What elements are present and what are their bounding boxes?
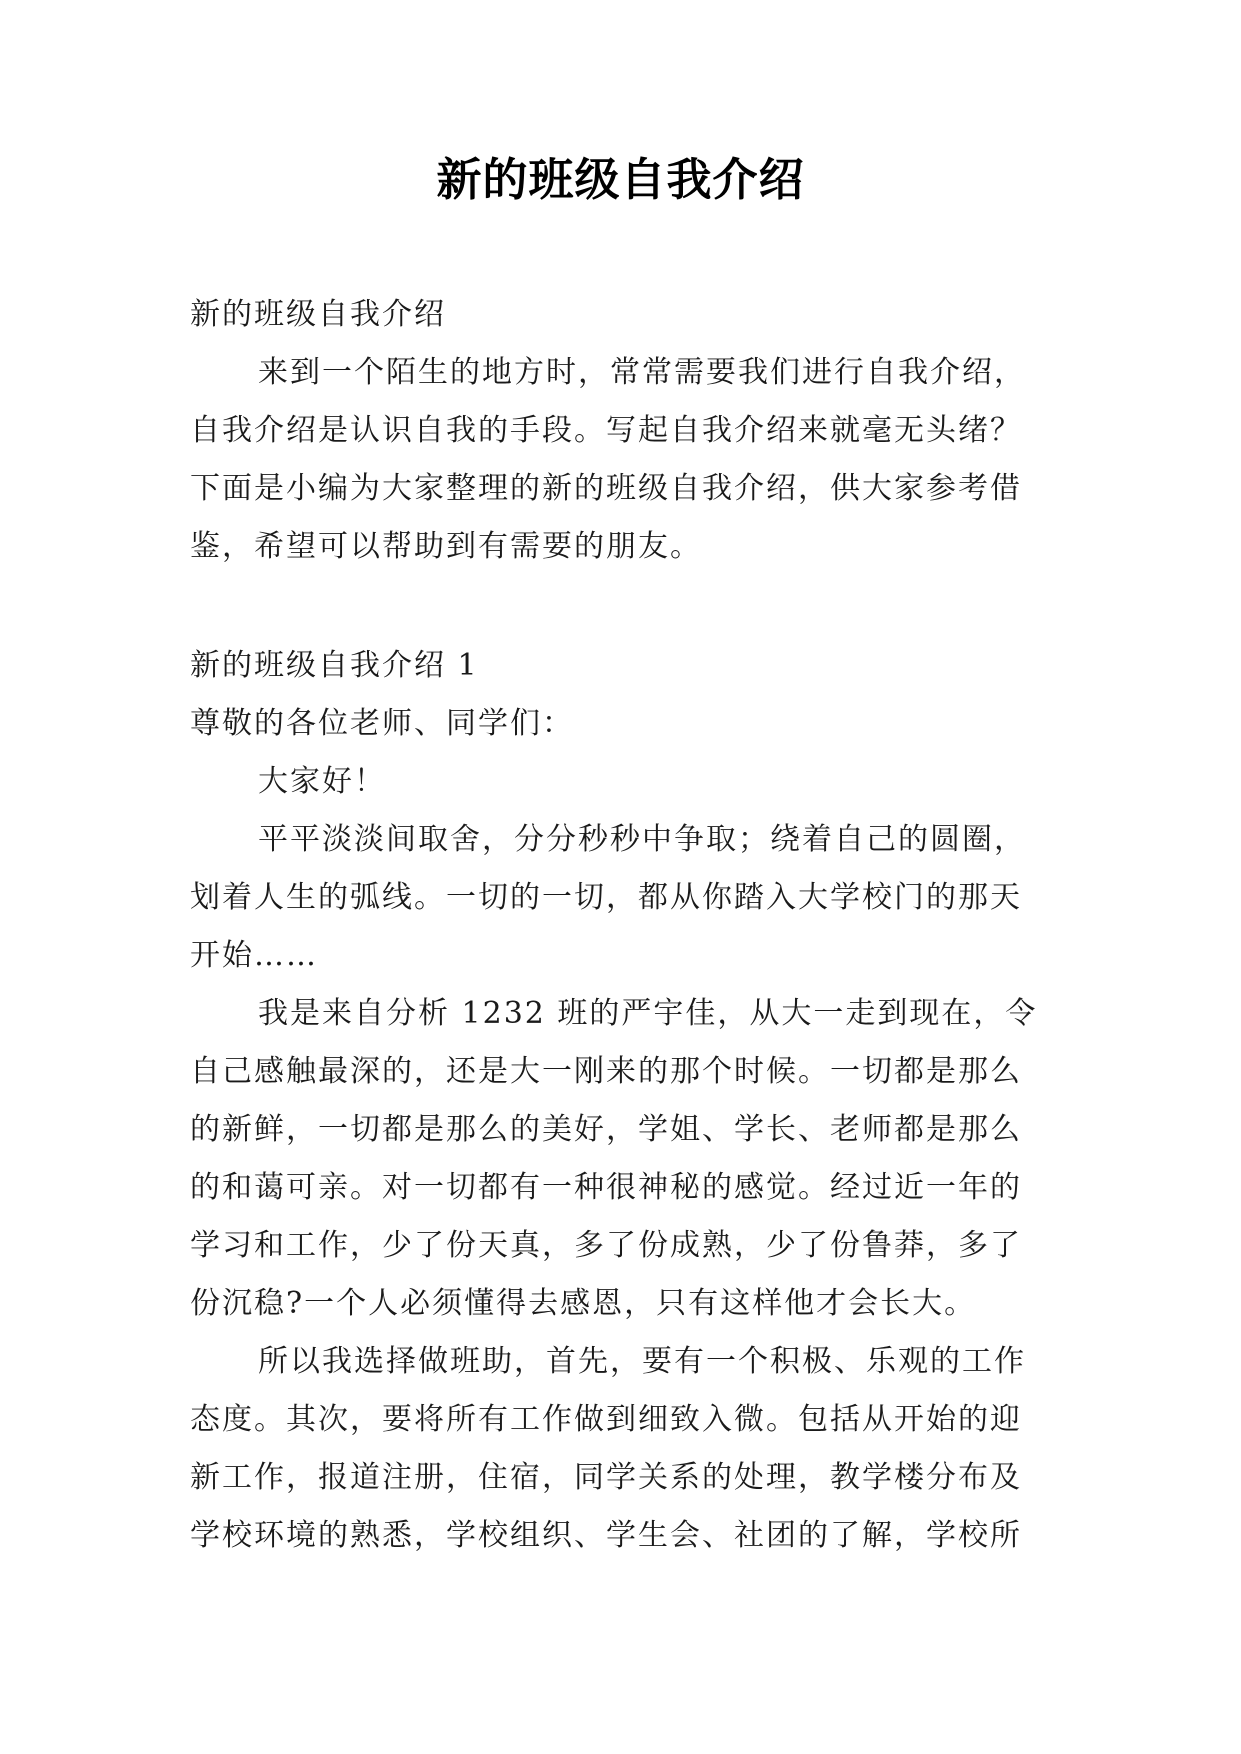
intro-paragraph: 来到一个陌生的地方时，常常需要我们进行自我介绍，自我介绍是认识自我的手段。写起自我介绍来就毫无头绪？下面是小编为大家整理的新的班级自我介绍，供大家参考借鉴，希望可以帮助到有需要的朋友。 bbox=[190, 355, 1026, 564]
intro-block bbox=[190, 286, 1050, 576]
section-1-block bbox=[190, 637, 1050, 1565]
salutation: 尊敬的各位老师、同学们： bbox=[190, 706, 574, 741]
section-1-heading: 新的班级自我介绍 1 bbox=[190, 648, 479, 683]
intro-heading: 新的班级自我介绍 bbox=[190, 297, 446, 332]
body-paragraph: 平平淡淡间取舍，分分秒秒中争取；绕着自己的圆圈，划着人生的弧线。一切的一切，都从你踏入大学校门的那天开始…… bbox=[190, 822, 1026, 973]
body-paragraph: 我是来自分析 1232 班的严宇佳，从大一走到现在，令自己感触最深的，还是大一刚来的那个时候。一切都是那么的新鲜，一切都是那么的美好，学姐、学长、老师都是那么的和蔼可亲。对一切都有一种很神秘的感觉。经过近一年的学习和工作，少了份天真，多了份成熟，少了份鲁莽，多了份沉稳?一个人必须懂得去感恩，只有这样他才会长大。 bbox=[190, 996, 1038, 1321]
document-title: 新的班级自我介绍 bbox=[436, 153, 805, 206]
greeting: 大家好！ bbox=[258, 764, 386, 799]
body-paragraph: 所以我选择做班助，首先，要有一个积极、乐观的工作态度。其次，要将所有工作做到细致入微。包括从开始的迎新工作，报道注册，住宿，同学关系的处理，教学楼分布及学校环境的熟悉，学校组织、学生会、社团的了解，学校所 bbox=[190, 1344, 1026, 1553]
